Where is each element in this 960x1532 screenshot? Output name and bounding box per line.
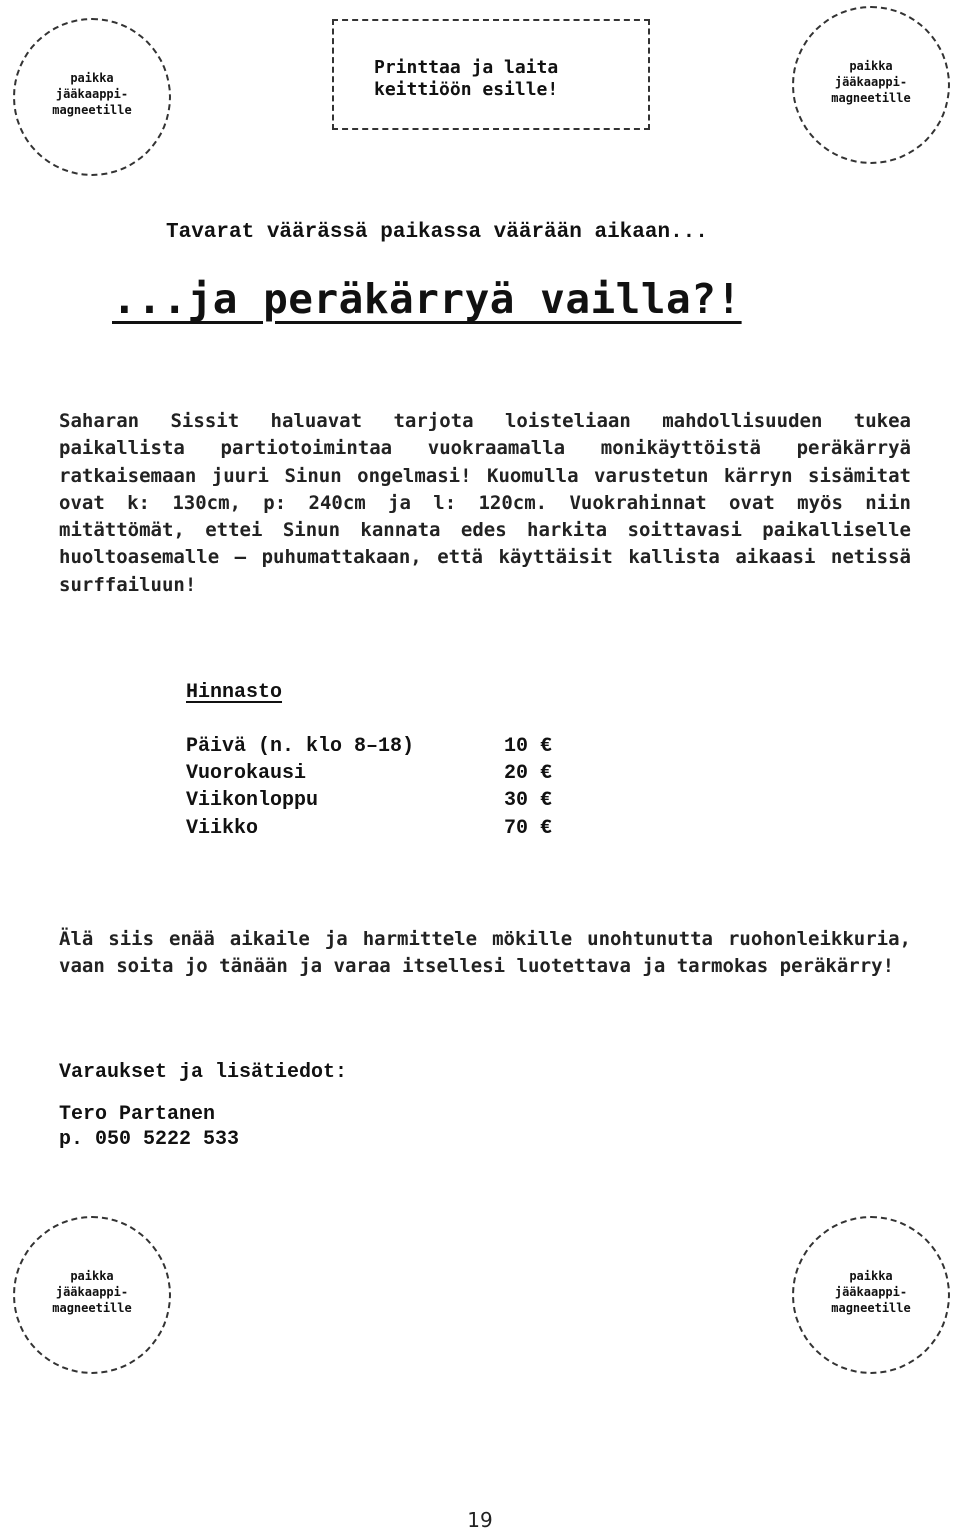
price-row-value: 70 € (504, 817, 553, 840)
contact-phone: p. 050 5222 533 (59, 1128, 240, 1151)
intro-paragraph: Saharan Sissit haluavat tarjota loisteliaan mahdollisuuden tukea paikallista partiotoimintaa vuokraamalla monikäyttöistä peräkärryä ratkaisemaan juuri Sinun ongelmasi! Kuomulla varustetun kärryn sisämitat ovat k: 130cm, p: 240cm ja l: 120cm. Vuokrahinnat ovat myös niin mitättömät, ettei Sinun kannata edes harkita soittavasi paikalliselle huoltoasemalle – puhumattakaan, että käyttäisit kallista aikaasi netissä surffailuun! (59, 410, 911, 596)
price-list-title: Hinnasto (186, 681, 283, 704)
price-row-value: 20 € (504, 762, 553, 785)
print-notice-box (332, 19, 650, 130)
page-number: 19 (467, 1508, 493, 1532)
contact-heading: Varaukset ja lisätiedot: (59, 1061, 348, 1084)
price-row-value: 30 € (504, 789, 553, 812)
subheading: Tavarat väärässä paikassa väärään aikaan... (166, 221, 708, 244)
contact-name: Tero Partanen (59, 1103, 216, 1126)
magnet-spot-bottom-right (792, 1216, 950, 1374)
price-row-label: Viikonloppu (186, 789, 319, 812)
magnet-spot-top-right (792, 6, 950, 164)
price-row-label: Viikko (186, 817, 259, 840)
headline: ...ja peräkärryä vailla?! (112, 275, 742, 323)
magnet-spot-label: paikka jääkaappi- magneetille (831, 1269, 911, 1315)
price-row-value: 10 € (504, 735, 553, 758)
price-row-label: Päivä (n. klo 8–18) (186, 735, 415, 758)
price-row-label: Vuorokausi (186, 762, 307, 785)
magnet-spot-label: paikka jääkaappi- magneetille (831, 59, 911, 105)
magnet-spot-label: paikka jääkaappi- magneetille (52, 1269, 132, 1315)
magnet-spot-bottom-left (13, 1216, 171, 1374)
magnet-spot-label: paikka jääkaappi- magneetille (52, 71, 132, 117)
print-notice-text: Printtaa ja laita keittiöön esille! (374, 57, 559, 100)
closing-paragraph: Älä siis enää aikaile ja harmittele mökille unohtunutta ruohonleikkuria, vaan soita jo tänään ja varaa itsellesi luotettava ja tarmokas peräkärry! (59, 928, 911, 978)
magnet-spot-top-left (13, 18, 171, 176)
